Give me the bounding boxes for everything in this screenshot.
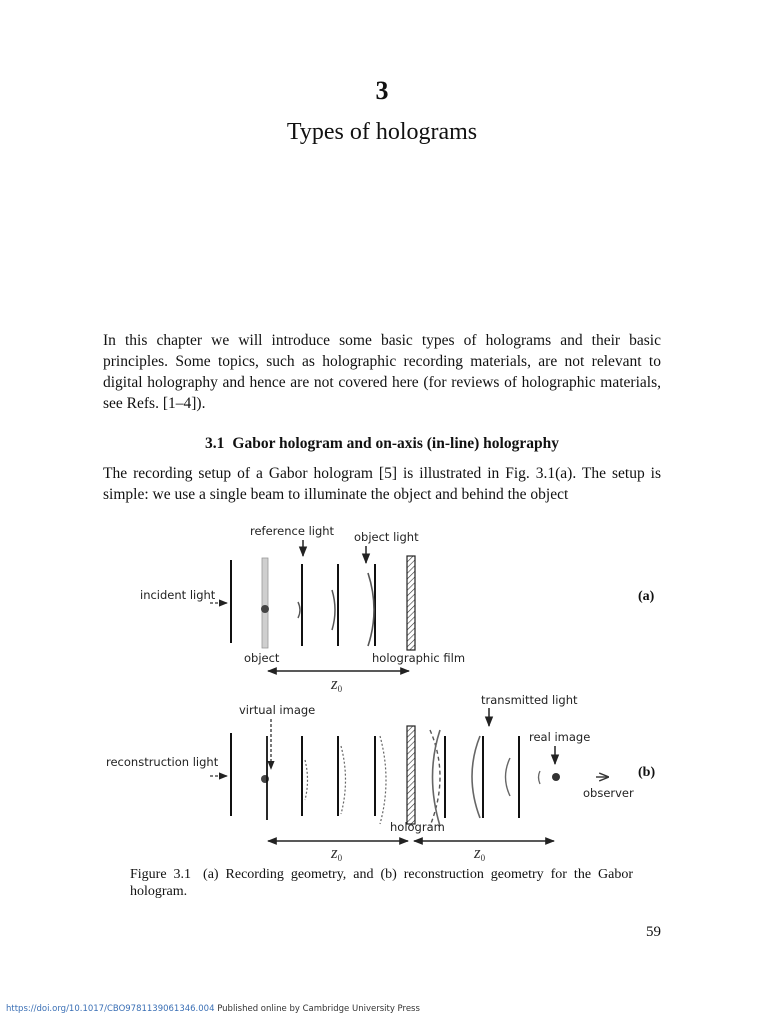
transmitted-light-label: transmitted light xyxy=(481,693,578,707)
doi-link[interactable]: https://doi.org/10.1017/CBO9781139061346.004 xyxy=(6,1004,215,1014)
converging-wave-b3 xyxy=(506,758,511,796)
section-heading xyxy=(103,435,661,453)
footer xyxy=(6,1004,420,1014)
gabor-hologram-diagram xyxy=(100,518,666,866)
real-image-label: real image xyxy=(529,730,591,744)
hologram-plate xyxy=(407,726,415,824)
section-number: 3.1 xyxy=(205,435,225,452)
body-paragraph: The recording setup of a Gabor hologram [5] is illustrated in Fig. 3.1(a). The setup is simple: we use a single beam to illuminate the object and behind the object xyxy=(103,465,661,503)
virtual-image-label: virtual image xyxy=(239,703,316,717)
object-label: object xyxy=(244,651,280,665)
object-wave-a2 xyxy=(332,590,335,630)
panel-a-tag: (a) xyxy=(638,589,655,604)
z0-label-b-right-z: z xyxy=(474,843,481,862)
converging-wave-b4 xyxy=(539,771,541,784)
page-number: 59 xyxy=(646,924,661,940)
z0-label-a xyxy=(330,674,343,694)
chapter-title: Types of holograms xyxy=(286,119,478,145)
reference-light-label: reference light xyxy=(250,524,335,538)
z0-label-a-z: z xyxy=(331,674,338,693)
figure-caption-text: (a) Recording geometry, and (b) reconstruction geometry for the Gabor hologram. xyxy=(130,867,633,899)
object-plate xyxy=(262,558,268,648)
panel-b-tag: (b) xyxy=(638,765,656,780)
reconstruction-light-label: reconstruction light xyxy=(106,755,219,769)
object-dot xyxy=(261,605,269,613)
converging-wave-b1 xyxy=(433,730,441,826)
real-image-dot xyxy=(552,773,560,781)
figure-caption-id: Figure 3.1 xyxy=(130,867,192,882)
virtual-wave-b3 xyxy=(380,736,386,824)
figure-3-1 xyxy=(100,518,666,866)
z0-label-b-right xyxy=(473,843,486,863)
hologram-label: hologram xyxy=(390,820,445,834)
virtual-wave-b2 xyxy=(341,746,346,814)
panel-a xyxy=(140,524,655,694)
z0-label-b-left-z: z xyxy=(331,843,338,862)
holographic-film-label: holographic film xyxy=(372,651,466,665)
observer-label: observer xyxy=(583,786,634,800)
z0-label-b-right-sub: 0 xyxy=(480,853,486,863)
panel-b xyxy=(106,693,655,863)
chapter-number: 3 xyxy=(375,76,389,105)
z0-label-b-left-sub: 0 xyxy=(337,853,343,863)
published-note: Published online by Cambridge University Press xyxy=(217,1004,420,1014)
virtual-wave-b1 xyxy=(305,760,308,800)
z0-label-b-left xyxy=(330,843,343,863)
converging-wave-b2 xyxy=(472,736,480,818)
object-wave-a3 xyxy=(368,573,374,646)
incident-light-label: incident light xyxy=(140,588,216,602)
z0-label-a-sub: 0 xyxy=(337,684,343,694)
intro-paragraph: In this chapter we will introduce some basic types of holograms and their basic principles. Some topics, such as holographic recording materials, are not relevant to digital holography and hence are not covered here (for reviews of holographic materials, see Refs. [1–4]). xyxy=(103,332,661,412)
figure-caption xyxy=(130,866,633,900)
holographic-film xyxy=(407,556,415,650)
object-wave-a1 xyxy=(298,602,300,618)
object-light-label: object light xyxy=(354,530,419,544)
diverging-wave-b1 xyxy=(430,730,440,826)
section-title: Gabor hologram and on-axis (in-line) holography xyxy=(232,435,559,452)
